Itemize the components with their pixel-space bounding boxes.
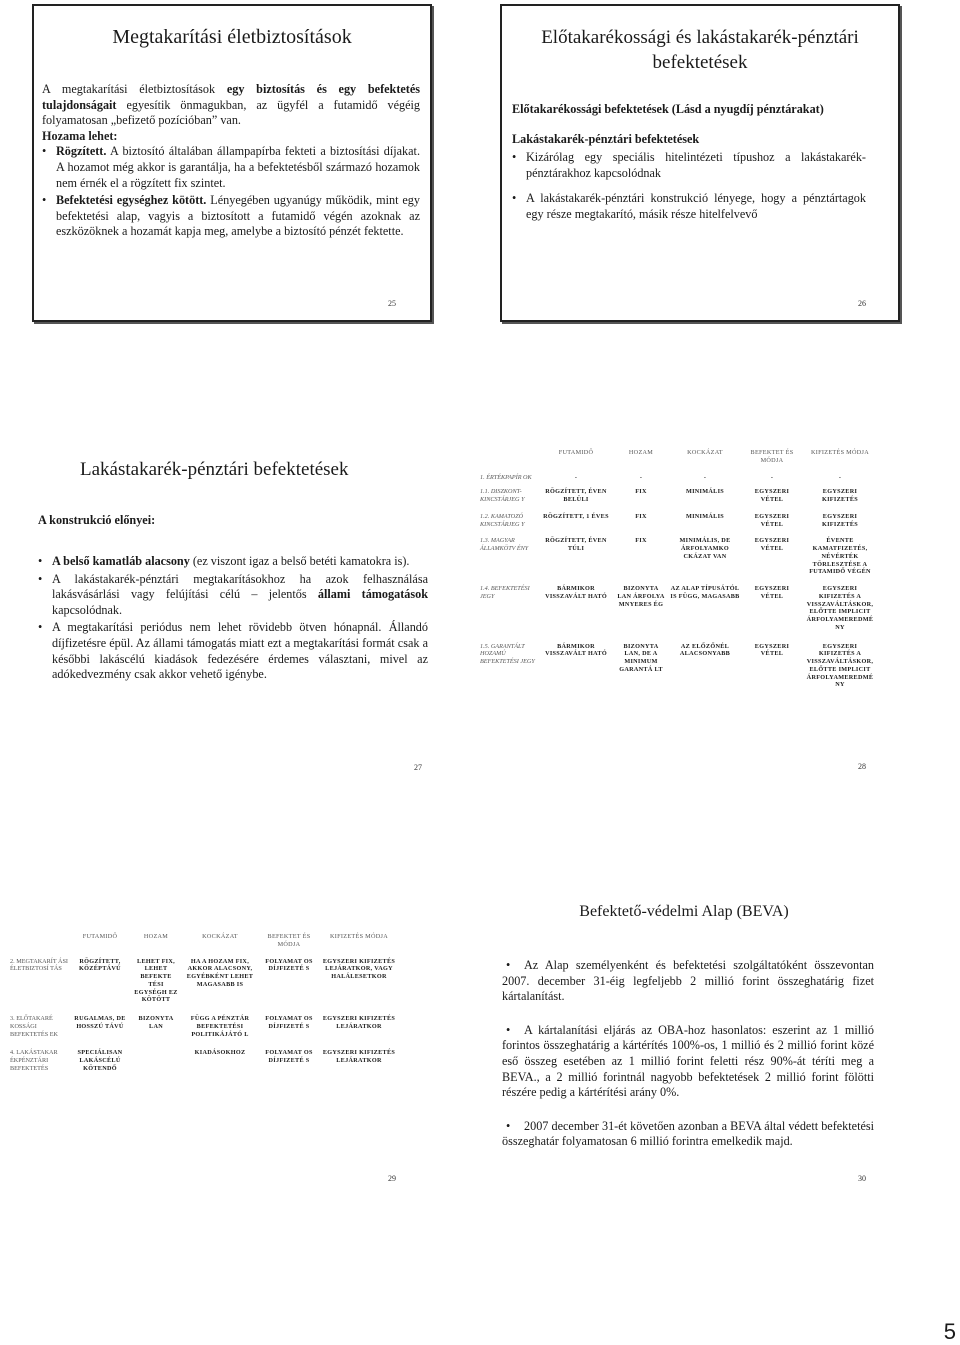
table-row xyxy=(478,473,878,488)
slide-number: 29 xyxy=(388,1174,396,1183)
table-cell: FIX xyxy=(635,488,647,496)
hozam-list xyxy=(42,144,420,240)
list-item-text: A biztosító általában állampapírba fekteti a biztosítási díjakat. A hozamot még akkor is garantálja, ha a befektetésből származó hozamok nem érnék el a rögzített fix szintet. xyxy=(56,144,420,190)
intro-text-bold: egy biztosítás és egy befektetés tulajdonságait xyxy=(42,82,421,112)
table-cell: EGYSZERI KIFIZETÉS A VISSZAVÁLTÁSKOR, ELŐTTE IMPLICIT ÁRFOLYAMEREDMÉ NY xyxy=(806,585,874,631)
table-row xyxy=(8,1014,398,1048)
paragraph-2: Lakástakarék-pénztári befektetések xyxy=(512,131,700,146)
list-item: • Kizárólag egy speciális hitelintézeti típushoz a lakástakarék-pénztárakhoz kapcsolódnak xyxy=(512,150,866,181)
bullet-list xyxy=(484,958,874,1150)
row-label: 1.3. MAGYAR ÁLLAMKÖTV ÉNY xyxy=(480,537,529,552)
list-item-text: Az Alap személyenként és befektetési szolgáltatóként összevontan 2007. december 31-éig legfeljebb 2 millió forint összeghatárig fizet kártalanítást. xyxy=(502,958,874,1004)
list-item-text: Lényegében ugyanúgy működik, mint egy befektetési alap, vagyis a biztosított a futamidő végén azoknak az eszközöknek a hozamát kapja meg, amelybe a biztosító pénzét fektette. xyxy=(56,193,420,239)
table-cell: EGYSZERI VÉTEL xyxy=(754,512,790,528)
bullet-list xyxy=(512,150,866,222)
list-item-text: A lakástakarék-pénztári megtakarításokhoz ha azok felhasználása lakásvásárlási vagy felújítási célú – jelentős xyxy=(52,571,428,602)
table-cell: AZ ELŐZŐNÉL ALACSONYABB xyxy=(679,642,731,658)
table-cell: BIZONYTA LAN xyxy=(138,1015,174,1030)
table-cell: FOLYAMAT OS DÍJFIZETÉ S xyxy=(265,1049,313,1064)
row-label: 2. MEGTAKARÍT ÁSI ÉLETBIZTOSÍ TÁS xyxy=(10,957,68,973)
table-cell: BIZONYTA LAN ÁRFOLYA MNYERES ÉG xyxy=(617,585,665,608)
list-item xyxy=(38,572,428,619)
slide-27 xyxy=(30,440,440,780)
list-item: • A megtakarítási periódus nem lehet rövidebb ötven hónapnál. Állandó díjfizetésre épül. Az állami támogatás miatt ezt a megtakarítási formát csak a későbbi lakáscélú kiadások fedezésére érdemes választani, mivel az adókedvezmény csak akkor vehető igénybe. xyxy=(38,620,428,682)
slide-body xyxy=(512,102,866,223)
list-item xyxy=(484,1119,874,1150)
table-cell: KIADÁSOKHOZ xyxy=(194,1049,246,1057)
table-row xyxy=(478,536,878,584)
table-cell: - xyxy=(703,473,707,481)
list-item xyxy=(42,144,420,191)
table-cell: AZ ALAP TÍPUSÁTÓL IS FÜGG, MAGASABB xyxy=(670,585,740,600)
table-row xyxy=(478,642,878,694)
row-label: 1.4. BEFEKTETÉSI JEGY xyxy=(480,585,530,600)
list-item xyxy=(484,1023,874,1101)
slide-26 xyxy=(500,4,900,322)
slide-title: Megtakarítási életbiztosítások xyxy=(112,26,352,48)
table-row xyxy=(8,957,398,1015)
table-cell: EGYSZERI KIFIZETÉS LEJÁRATKOR xyxy=(322,1015,396,1030)
slide-body xyxy=(42,82,420,240)
table-cell: EGYSZERI KIFIZETÉS A VISSZAVÁLTÁSKOR, ELŐTTE IMPLICIT ÁRFOLYAMEREDMÉ NY xyxy=(806,642,874,689)
table-cell: FOLYAMAT OS DÍJFIZETÉ S xyxy=(265,1015,313,1030)
table-cell: FÜGG A PÉNZTÁR BEFEKTETÉSI POLITIKÁJÁTÓ L xyxy=(190,1015,250,1038)
slide-number: 27 xyxy=(414,763,422,772)
table-header-row xyxy=(478,448,878,473)
slide-number: 26 xyxy=(858,299,866,308)
table-cell: EGYSZERI VÉTEL xyxy=(754,537,790,552)
list-item: • A lakástakarék-pénztári konstrukció lényege, hogy a pénztártagok egy része megtakarító, másik része hitelfelvevő xyxy=(512,191,866,222)
table-cell: - xyxy=(574,473,578,481)
table-cell: HA A HOZAM FIX, AKKOR ALACSONY, EGYÉBKÉNT LEHET MAGASABB IS xyxy=(186,957,254,988)
intro-paragraph xyxy=(42,82,420,129)
table-row xyxy=(478,512,878,537)
row-label: 3. ELŐTAKARÉ KOSSÁGI BEFEKTETÉS EK xyxy=(10,1015,58,1038)
slide-number: 25 xyxy=(388,299,396,308)
table-row xyxy=(478,584,878,642)
table-cell: RUGALMAS, DE HOSSZÚ TÁVÚ xyxy=(74,1015,126,1030)
table-cell: MINIMÁLIS xyxy=(685,488,725,496)
table-cell: EGYSZERI KIFIZETÉS LEJÁRATKOR xyxy=(322,1049,396,1064)
slide-30 xyxy=(474,880,894,1200)
table-cell: BIZONYTA LAN, DE A MINIMUM GARANTÁ LT xyxy=(619,642,663,673)
list-item xyxy=(42,193,420,240)
table-cell: RÖGZÍTETT, ÉVEN TÚLI xyxy=(545,537,607,552)
slide-number: 30 xyxy=(858,1174,866,1183)
table-cell: LEHET FIX, LEHET BEFEKTE TÉSI EGYSÉGH EZ KÖTÖTT xyxy=(134,957,178,1004)
list-item-text: (ez viszont igaz a belső betéti kamatokra is). xyxy=(189,554,410,568)
column-header: BEFEKTET ÉS MÓDJA xyxy=(750,449,794,464)
slide-title: Előtakarékossági és lakástakarék-pénztári befektetések xyxy=(541,27,859,73)
table-row xyxy=(8,1048,398,1078)
table-cell: EGYSZERI KIFIZETÉS xyxy=(821,512,859,528)
table-cell xyxy=(130,1048,182,1078)
column-header: HOZAM xyxy=(628,449,654,456)
bullet-list xyxy=(38,554,428,683)
table-cell: BÁRMIKOR VISSZAVÁLT HATÓ xyxy=(545,642,607,658)
table-cell: RÖGZÍTETT, 1 ÉVES xyxy=(543,512,609,520)
table-cell: - xyxy=(770,473,774,481)
table-cell: FIX xyxy=(635,512,647,520)
table-cell: RÖGZÍTETT, ÉVEN BELÜLI xyxy=(545,488,607,503)
table-cell: EGYSZERI VÉTEL xyxy=(754,642,790,658)
slide-28 xyxy=(478,448,898,778)
column-header: FUTAMIDŐ xyxy=(82,933,118,940)
column-header xyxy=(478,448,538,473)
column-header: FUTAMIDŐ xyxy=(558,449,594,456)
slide-title: Befektető-védelmi Alap (BEVA) xyxy=(579,903,789,920)
table-cell: EGYSZERI VÉTEL xyxy=(754,585,790,600)
table-cell: MINIMÁLIS, DE ÁRFOLYAMKO CKÁZAT VAN xyxy=(679,537,731,560)
table-cell: FOLYAMAT OS DÍJFIZETÉ S xyxy=(265,957,313,973)
intro-text-a: A megtakarítási életbiztosítások xyxy=(42,82,227,96)
list-item-bold: A belső kamatláb alacsony xyxy=(52,554,190,568)
slide-subtitle: A konstrukció előnyei: xyxy=(38,513,156,527)
table-cell: EGYSZERI KIFIZETÉS LEJÁRATKOR, VAGY HALÁLESETKOR xyxy=(322,957,396,980)
slide-29 xyxy=(8,932,408,1192)
table-cell: EGYSZERI KIFIZETÉS xyxy=(821,488,859,503)
investment-table xyxy=(8,932,398,1079)
row-label: 1.2. KAMATOZÓ KINCSTÁRJEG Y xyxy=(480,512,525,528)
row-label: 1.5. GARANTÁLT HOZAMÚ BEFEKTETÉSI JEGY xyxy=(480,642,535,665)
row-label: 4. LAKÁSTAKAR ÉKPÉNZTÁRI BEFEKTETÉS xyxy=(10,1049,58,1072)
investment-table xyxy=(478,448,878,693)
column-header: KIFIZETÉS MÓDJA xyxy=(811,449,869,456)
slide-25 xyxy=(32,4,432,322)
column-header: KOCKÁZAT xyxy=(687,449,723,456)
column-header: BEFEKTET ÉS MÓDJA xyxy=(267,933,311,948)
list-item-text: A kártalanítási eljárás az OBA-hoz hasonlatos: eszerint az 1 millió forintos összeghatárig a kártérítés 100%-os, 1 millió és 2 millió forint közé eső összeg esetében az 1 millió forint feletti rész 90%-át téríti meg a BEVA., a 2 millió forintnál nagyobb befektetések 2 millió forint fölötti részére pedig a kártérítési arány 0%. xyxy=(502,1022,874,1100)
table-cell: EGYSZERI VÉTEL xyxy=(754,488,790,503)
row-label: 1.1. DISZKONT-KINCSTÁRJEG Y xyxy=(480,488,525,503)
hozam-label: Hozama lehet: xyxy=(42,128,118,143)
table-cell: - xyxy=(639,473,643,481)
list-item-text: kapcsolódnak. xyxy=(52,602,123,617)
table-cell: MINIMÁLIS xyxy=(685,512,725,520)
table-cell: FIX xyxy=(635,537,647,545)
table-row xyxy=(478,487,878,512)
table-cell: RÖGZÍTETT, KÖZÉPTÁVÚ xyxy=(79,957,121,973)
list-item-bold: Rögzített. xyxy=(56,144,107,159)
list-item-bold: állami támogatások xyxy=(317,587,428,602)
intro-text-c: egyesítik önmagukban, az ügyfél a futamidő végéig folyamatosan „befizető pozícióban” van. xyxy=(42,97,420,128)
page-number: 5 xyxy=(943,1319,956,1344)
paragraph-1: Előtakarékossági befektetések (Lásd a nyugdíj pénztárakat) xyxy=(512,102,824,116)
table-cell: BÁRMIKOR VISSZAVÁLT HATÓ xyxy=(545,585,607,600)
list-item-bold: Befektetési egységhez kötött. xyxy=(56,193,207,208)
slide-title: Lakástakarék-pénztári befektetések xyxy=(80,459,349,480)
column-header xyxy=(8,932,70,957)
column-header: HOZAM xyxy=(143,933,169,940)
list-item-text: 2007 december 31-ét követően azonban a BEVA által védett befektetési összeghatár folyamatosan 6 millió forintra emelkedik majd. xyxy=(502,1118,874,1149)
column-header: KIFIZETÉS MÓDJA xyxy=(330,933,388,940)
slide-number: 28 xyxy=(858,762,866,771)
column-header: KOCKÁZAT xyxy=(202,933,238,940)
table-header-row xyxy=(8,932,398,957)
list-item xyxy=(38,554,428,570)
table-cell: - xyxy=(838,473,842,481)
table-cell: ÉVENTE KAMATFIZETÉS, NÉVÉRTÉK TÖRLESZTÉSE A FUTAMIDŐ VÉGÉN xyxy=(809,537,871,576)
list-item xyxy=(484,958,874,1005)
row-label: 1. ÉRTÉKPAPÍR OK xyxy=(480,473,532,481)
table-cell: SPECIÁLISAN LAKÁSCÉLÚ KÖTENDŐ xyxy=(77,1049,123,1072)
